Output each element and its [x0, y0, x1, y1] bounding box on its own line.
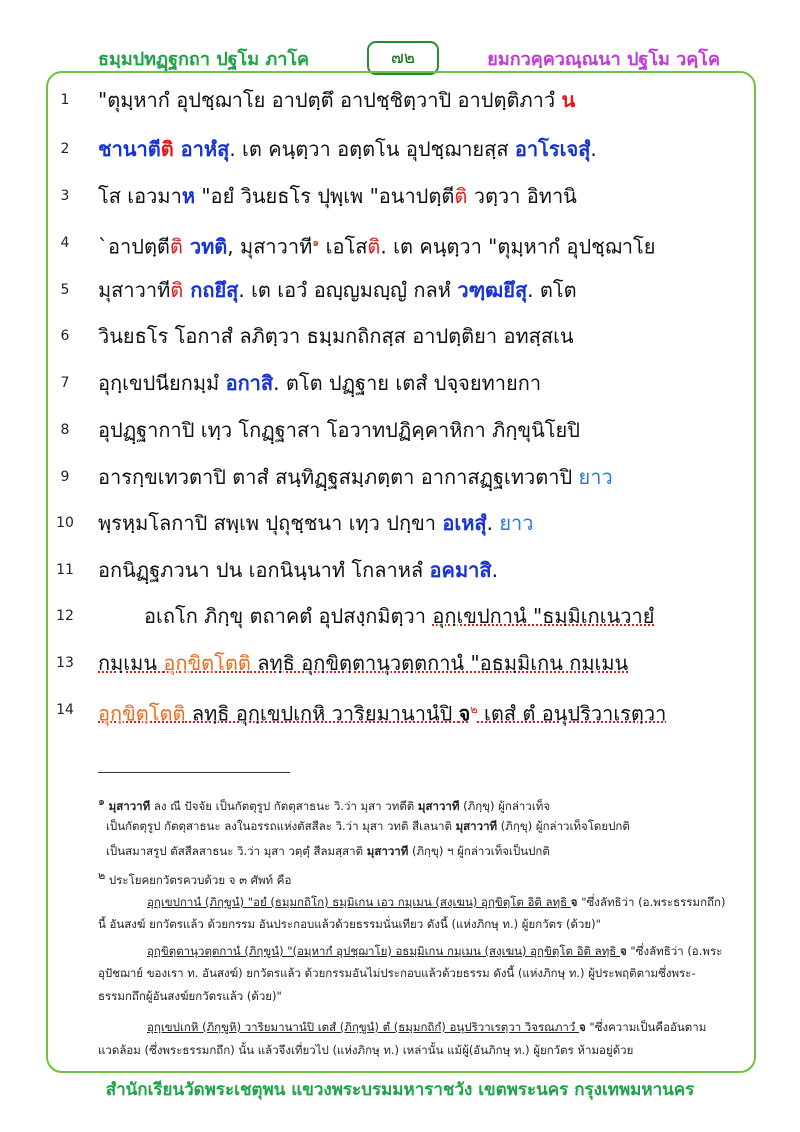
- text-line-14: [98, 696, 723, 728]
- text-run: อกนิฏฺฐภวนา ปน เอกนินฺนาทํ โกลาหลํ: [98, 558, 430, 582]
- yava-highlight: ยาว: [499, 511, 534, 535]
- orange-highlight: อุกฺขิตฺโตติ: [163, 651, 251, 675]
- ca-word: จ: [579, 1020, 586, 1034]
- header-left-title: ธมฺมปทฏฺฐกถา ปฐโม ภาโค: [98, 49, 310, 70]
- iti-highlight: ติ: [170, 278, 184, 302]
- footnote-2-para-2-line-1: [147, 942, 787, 961]
- footnote-term: มุสาวาที: [366, 844, 409, 858]
- verb-highlight: อาโรเจสุํ: [514, 137, 591, 161]
- footnote-2-para-2-line-2: อุปัชฌาย์ ของเรา ท. อันสงฆ์) ยกวัตรแล้ว ด้วยกรรมอันไม่ประกอบแล้วด้วยธรรม ดังนี้ (แห่งภิกษุ ท.) ผู้ประพฤติตามซึ่งพระ-: [98, 966, 696, 980]
- text-line-5: [98, 276, 723, 304]
- footnote-text: (ภิกฺขุ) ผู้กล่าวเท็จ: [459, 798, 551, 813]
- verb-highlight: กถยึสุ: [183, 278, 239, 302]
- text-line-10: [98, 509, 723, 537]
- footnote-text: ประโยคยกวัตรควบด้วย จ ๓ ศัพท์ คือ: [105, 872, 292, 887]
- footnote-marker[interactable]: ๑: [312, 236, 320, 249]
- footnote-text: ลง ณี ปัจจัย เป็นกัตตุรูป กัตตุสาธนะ วิ.ว่า มุสา วทตีติ: [150, 798, 418, 813]
- footnote-number: ๒: [98, 869, 106, 882]
- ca-word: จ: [458, 701, 471, 726]
- iti-highlight: ติ: [169, 234, 183, 259]
- line-number: 8: [60, 422, 70, 438]
- text-line-2: [98, 135, 723, 163]
- pali-phrase: อุกฺขิตฺตานุวตฺตกานํ (ภิกฺขูนํ) "(อมฺหากํ อุปชฺฌาโย) อธมฺมิเกน กมฺเมน (สงฺเฆน) อุกฺขิตฺโต อิติ ลทฺธิ: [147, 944, 620, 958]
- text-run: อเถโก ภิกฺขุ ตถาคตํ อุปสงฺกมิตฺวา: [144, 604, 433, 628]
- text-line-7: [98, 369, 723, 397]
- yava-highlight: ยาว: [578, 465, 613, 489]
- footnote-2-para-1-line-1: [147, 893, 787, 912]
- footnote-text: เป็นสมาสรูป ตัสสีลสาธนะ วิ.ว่า มุสา วตฺตุํ สีลมสฺสาติ: [106, 844, 367, 858]
- text-line-8: [98, 416, 723, 444]
- footnote-2-para-3-line-1: [147, 1018, 787, 1037]
- line-number: 11: [56, 562, 74, 578]
- text-line-11: [98, 556, 723, 584]
- pali-phrase: อุกฺเขปเกหิ (ภิกฺขูหิ) วาริยมานานํปิ เตสํ (ภิกฺขูนํ) ตํ (ธมฺมกถิกํ) อนุปริวาเรตฺวา วิจรณภาวํ: [147, 1020, 579, 1034]
- underlined-phrase: เตสํ ตํ อนุปริวาเรตฺวา: [477, 701, 667, 726]
- footnote-number: ๑: [98, 795, 105, 808]
- verb-highlight: อคมาสิ: [429, 558, 492, 582]
- footnote-text: "ซึ่งลัทธิว่า (อ.พระ: [626, 944, 723, 958]
- line-number: 6: [60, 328, 70, 344]
- footnote-term: มุสาวาที: [455, 819, 498, 833]
- iti-highlight: ติ: [160, 137, 174, 161]
- text-line-13: [98, 649, 723, 677]
- underlined-phrase: อุกฺขิตฺตานุวตฺตกานํ "อธมฺมิเกน กมฺเมน: [294, 651, 629, 675]
- text-run: "อยํ วินยธโร ปุพฺเพ "อนาปตฺตี: [195, 184, 455, 208]
- footnote-text: (ภิกฺขุ) ฯ ผู้กล่าวเท็จเป็นปกติ: [408, 844, 550, 858]
- text-run: . ตโต ปฏฺฐาย เตสํ ปจฺจยทายกา: [273, 371, 542, 395]
- verb-highlight: วทติ: [182, 234, 228, 259]
- text-run: โส เอวมา: [98, 184, 182, 208]
- text-line-6: [98, 322, 723, 350]
- text-run: อุปฏฺฐากาปิ เทฺว โกฏฺฐาสา โอวาทปฏิคฺคาหิกา ภิกฺขุนิโยปิ: [98, 418, 580, 442]
- line-number: 7: [60, 375, 70, 391]
- footnote-term: มุสาวาที: [108, 798, 151, 813]
- ca-word: จ: [619, 944, 627, 958]
- text-run: พฺรหฺมโลกาปิ สพฺเพ ปุถุชฺชนา เทฺว ปกฺขา: [98, 511, 443, 535]
- text-run: อารกฺขเทวตาปิ ตาสํ สนฺทิฏฺฐสมฺภตฺตา อากาสฏฺฐเทวตาปิ: [98, 465, 579, 489]
- text-line-9: [98, 463, 723, 491]
- text-run: มุสาวาที: [98, 278, 171, 302]
- line-number: 12: [56, 608, 74, 624]
- text-line-1: [98, 86, 723, 114]
- verb-highlight: ห: [181, 184, 195, 208]
- text-line-4: [98, 229, 723, 261]
- text-run: . เต คนฺตฺวา อตฺตโน อุปชฺฌายสฺส: [229, 137, 515, 161]
- underlined-phrase: ลทฺธิ: [185, 701, 230, 726]
- verb-highlight: อาหํสุ: [173, 137, 230, 161]
- underlined-phrase: อุกฺเขปกานํ "ธมฺมิเกเนวายํ: [432, 604, 655, 628]
- text-run: "ตุมฺหากํ อุปชฺฌาโย อาปตฺตึ อาปชฺชิตฺวาปิ อาปตฺติภาวํ: [98, 88, 562, 112]
- iti-highlight: ติ: [367, 234, 381, 259]
- footnote-text: เป็นกัตตุรูป กัตตุสาธนะ ลงในอรรถแห่งตัสสีละ วิ.ว่า มุสา วทติ สีเลนาติ: [106, 819, 456, 833]
- text-run: อุกฺเขปนียกมฺมํ: [98, 371, 226, 395]
- header-right-title: ยมกวคฺควณฺณนา ปฐโม วคฺโค: [487, 49, 720, 70]
- text-run: วตฺวา อิทานิ: [467, 184, 577, 208]
- footnote-1-line-2: [106, 817, 746, 836]
- footnote-2-para-3-line-2: แวดล้อม (ซึ่งพระธรรมกถึก) นั้น แล้วจึงเที่ยวไป (แห่งภิกษุ ท.) เหล่านั้น แม้ผู้(อันภิกษุ ท.) ผู้ยกวัตร ห้ามอยู่ด้วย: [98, 1043, 634, 1057]
- verb-highlight: อเหสุํ: [442, 511, 487, 535]
- verb-highlight: ชานาตี: [98, 137, 161, 161]
- footnote-2-para-1-line-2: นี้ อันสงฆ์ ยกวัตรแล้ว ด้วยกรรม อันประกอบแล้วด้วยธรรมนั่นเทียว ดังนี้ (แห่งภิกษุ ท.) ผู้ยกวัตร (ด้วย)": [98, 917, 601, 931]
- footnote-2: [98, 866, 738, 890]
- line-number: 2: [60, 141, 70, 157]
- highlight-red: น: [561, 88, 576, 112]
- footnote-divider: [98, 772, 290, 773]
- footnote-marker[interactable]: ๒: [470, 703, 478, 716]
- pali-phrase: อุกฺเขปกานํ (ภิกฺขูนํ) "อยํ (ธมฺมกถิโก) ธมฺมิเกน เอว กมฺเมน (สงฺเฆน) อุกฺขิตฺโต อิติ ลทฺธิ: [147, 895, 571, 909]
- verb-highlight: อกาสิ: [225, 371, 274, 395]
- ca-word: จ: [570, 895, 578, 909]
- orange-highlight: อุกฺขิตฺโตติ: [98, 701, 186, 726]
- footnote-term: มุสาวาที: [417, 798, 460, 813]
- text-line-3: [98, 182, 723, 210]
- underlined-phrase: ลทฺธิ: [250, 651, 295, 675]
- footnote-text: "ซึ่งความเป็นคืออันตาม: [585, 1020, 707, 1034]
- line-number: 4: [60, 235, 70, 251]
- iti-highlight: ติ: [454, 184, 468, 208]
- line-number: 3: [60, 188, 70, 204]
- underlined-phrase: อุกฺเขปเกหิ วาริยมานานํปิ: [229, 701, 459, 726]
- line-number: 5: [60, 282, 70, 298]
- footnote-1: [98, 792, 738, 816]
- footnote-text: (ภิกฺขุ) ผู้กล่าวเท็จโดยปกติ: [497, 819, 630, 833]
- underlined-phrase: กมฺเมน: [98, 651, 164, 675]
- text-run: , มุสาวาที: [227, 234, 313, 259]
- footnote-1-line-3: [106, 842, 746, 861]
- line-number: 13: [56, 655, 74, 671]
- line-number: 10: [56, 515, 74, 531]
- text-run: . เต เอวํ อญฺญมญฺญํ กลหํ: [238, 278, 458, 302]
- verb-highlight: วฑฺฒยึสุ: [457, 278, 528, 302]
- text-run: วินยธโร โอกาสํ ลภิตฺวา ธมฺมกถิกสฺส อาปตฺติยา อทสฺสเน: [98, 324, 574, 348]
- page-number: ๗๒: [367, 41, 439, 75]
- text-run: .: [486, 511, 500, 535]
- text-run: .: [590, 137, 597, 161]
- footnote-2-para-2-line-3: ธรรมกถึกผู้อันสงฆ์ยกวัตรแล้ว (ด้วย)": [98, 989, 282, 1003]
- text-run: . ตโต: [527, 278, 577, 302]
- line-number: 9: [60, 469, 70, 485]
- text-line-12: [98, 602, 723, 630]
- line-number: 14: [56, 702, 74, 718]
- line-number: 1: [60, 92, 70, 108]
- footnote-text: "ซึ่งลัทธิว่า (อ.พระธรรมกถึก): [577, 895, 726, 909]
- text-run: .: [491, 558, 498, 582]
- text-run: `อาปตฺตี: [98, 234, 170, 259]
- text-run: . เต คนฺตฺวา "ตุมฺหากํ อุปชฺฌาโย: [380, 234, 656, 259]
- footer-institution: สำนักเรียนวัดพระเชตุพน แขวงพระบรมมหาราชวัง เขตพระนคร กรุงเทพมหานคร: [105, 1080, 695, 1100]
- text-run: เอโส: [319, 234, 368, 259]
